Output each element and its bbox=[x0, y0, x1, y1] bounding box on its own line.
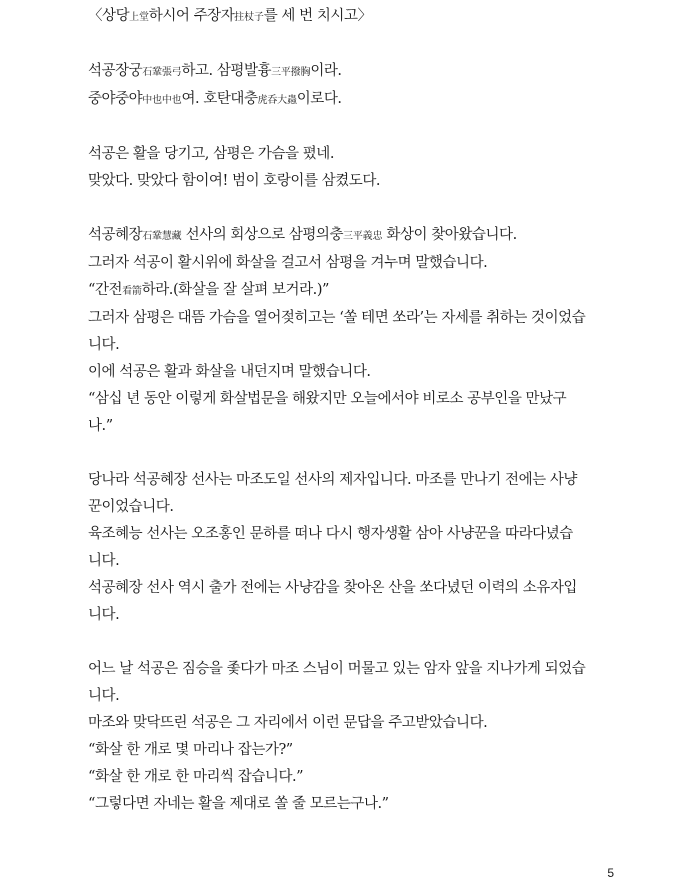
story3-line-3: 마조와 맞닥뜨린 석공은 그 자리에서 이런 문답을 주고받았습니다. bbox=[88, 715, 488, 731]
story1-line-3 bbox=[88, 277, 628, 305]
body-text: 하라.(화살을 잘 살펴 보거라.)” bbox=[141, 282, 329, 298]
translation-line-2: 맞았다. 맞았다 함이여! 범이 호랑이를 삼켰도다. bbox=[88, 173, 381, 189]
story2-line-1: 당나라 석공혜장 선사는 마조도일 선사의 제자입니다. 마조를 만나기 전에는 사냥 bbox=[88, 472, 577, 488]
hanja-gloss: 石鞏張弓 bbox=[142, 67, 182, 78]
verse-text: 여. 호탄대충 bbox=[181, 91, 258, 107]
story3-line-4: “화살 한 개로 몇 마리나 잡는가?” bbox=[88, 742, 293, 758]
verse-text: 하고. 삼평발흉 bbox=[181, 63, 272, 79]
story2-line-5: 석공혜장 선사 역시 출가 전에는 사냥감을 찾아온 산을 쏘다녔던 이력의 소유자입 bbox=[88, 580, 577, 596]
paragraph-gap bbox=[88, 629, 628, 656]
body-text: 선사의 회상으로 삼평의충 bbox=[181, 227, 344, 243]
story2-line-3: 육조혜능 선사는 오조홍인 문하를 떠나 다시 행자생활 삼아 사냥꾼을 따라다녔습 bbox=[88, 526, 573, 542]
heading-line bbox=[88, 3, 628, 31]
story1-line-5: 니다. bbox=[88, 337, 120, 353]
story2-line-2: 꾼이었습니다. bbox=[88, 499, 174, 515]
paragraph-gap bbox=[88, 195, 628, 222]
story3-line-6: “그렇다면 자네는 활을 제대로 쏠 줄 모르는구나.” bbox=[88, 796, 389, 812]
translation-line-1: 석공은 활을 당기고, 삼평은 가슴을 폈네. bbox=[88, 146, 335, 162]
story3-line-2: 니다. bbox=[88, 688, 120, 704]
hanja-gloss: 石鞏慧藏 bbox=[142, 231, 182, 242]
story2-line-6: 니다. bbox=[88, 607, 120, 623]
paragraph-gap bbox=[88, 114, 628, 141]
story3-line-1: 어느 날 석공은 짐승을 좇다가 마조 스님이 머물고 있는 암자 앞을 지나가게 되었습 bbox=[88, 661, 586, 677]
story1-line-6: 이에 석공은 활과 화살을 내던지며 말했습니다. bbox=[88, 364, 371, 380]
hanja-gloss: 三平撥胸 bbox=[271, 67, 311, 78]
body-text: “간전 bbox=[88, 282, 123, 298]
story3-line-5: “화살 한 개로 한 마리씩 잡습니다.” bbox=[88, 769, 304, 785]
story1-line-1 bbox=[88, 222, 628, 250]
story2-line-4: 니다. bbox=[88, 553, 120, 569]
hanja-gloss: 拄杖子 bbox=[234, 12, 264, 23]
hanja-gloss: 上堂 bbox=[129, 12, 149, 23]
hanja-gloss: 三平義忠 bbox=[343, 231, 383, 242]
hanja-gloss: 看箭 bbox=[122, 286, 142, 297]
verse-text: 석공장궁 bbox=[88, 63, 143, 79]
story1-line-7: “삼십 년 동안 이렇게 화살법문을 해왔지만 오늘에서야 비로소 공부인을 만났구 bbox=[88, 391, 567, 407]
paragraph-gap bbox=[88, 31, 628, 58]
page-number: 5 bbox=[607, 866, 614, 880]
hanja-gloss: 虎呑大蟲 bbox=[257, 95, 297, 106]
story1-line-2: 그러자 석공이 활시위에 화살을 걸고서 삼평을 겨누며 말했습니다. bbox=[88, 255, 488, 271]
heading-text: 하시어 주장자 bbox=[148, 8, 235, 24]
heading-text: 를 세 번 치시고〉 bbox=[263, 8, 372, 24]
verse-line-1 bbox=[88, 58, 628, 86]
hanja-gloss: 中也中也 bbox=[142, 95, 182, 106]
verse-text: 중야중야 bbox=[88, 91, 143, 107]
heading-text: 〈상당 bbox=[88, 8, 130, 24]
story1-line-4: 그러자 삼평은 대뜸 가슴을 열어젖히고는 ‘쏠 테면 쏘라’는 자세를 취하는 것이었습 bbox=[88, 310, 586, 326]
paragraph-gap bbox=[88, 440, 628, 467]
verse-text: 이라. bbox=[310, 63, 342, 79]
page-content bbox=[88, 3, 628, 818]
body-text: 화상이 찾아왔습니다. bbox=[382, 227, 517, 243]
story1-line-8: 나.” bbox=[88, 418, 113, 434]
verse-line-2 bbox=[88, 86, 628, 114]
body-text: 석공혜장 bbox=[88, 227, 143, 243]
verse-text: 이로다. bbox=[296, 91, 342, 107]
